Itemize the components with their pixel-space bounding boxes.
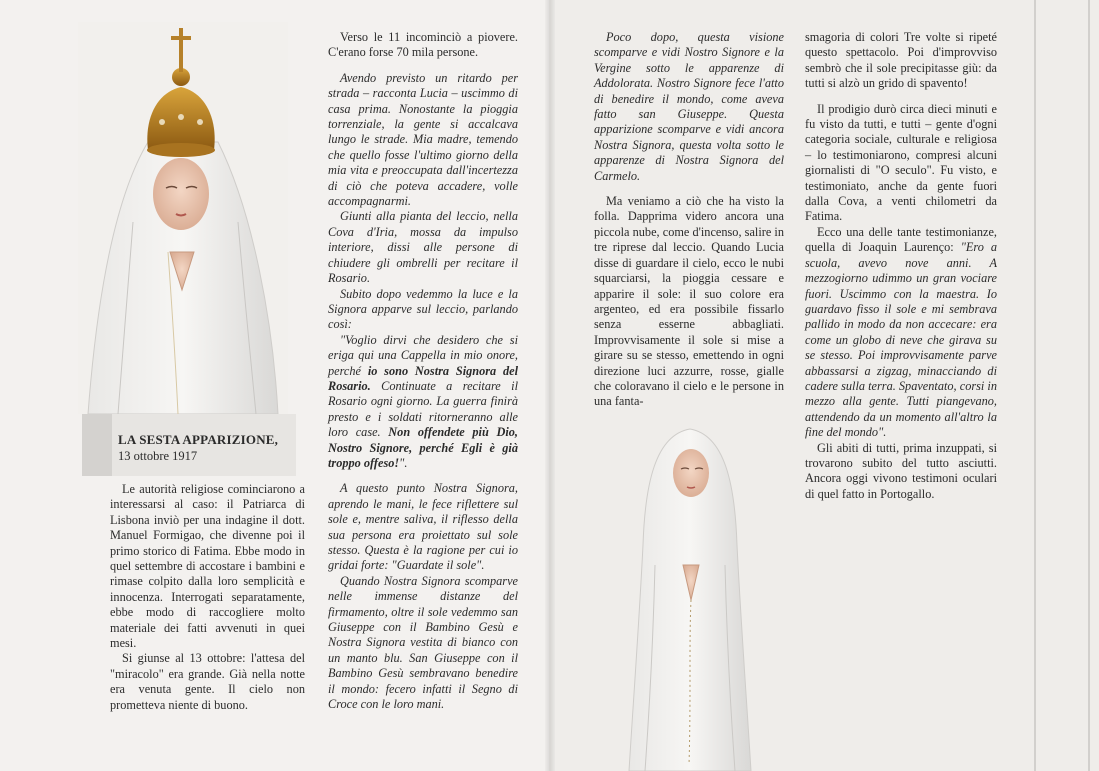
paragraph-quote: Poco dopo, questa visione scomparve e vidi Nostro Signore e la Vergine sotto le apparenze di Addolorata. Nostro Signore fece l'atto di benedire il mondo, come aveva fatto san Giuseppe. Questa apparizione scomparve e vidi ancora Nostra Signora, questa volta sotto le apparenze di Nostra Signora del Carmelo. xyxy=(594,30,784,183)
quote-bold: Non offendete più Dio, Nostro Signore, perché Egli è già troppo offeso! xyxy=(328,425,518,470)
paragraph-quote: Subito dopo vedemmo la luce e la Signora apparve sul leccio, parlando così: xyxy=(328,286,518,332)
text-column-left xyxy=(110,482,305,713)
page-edge xyxy=(1034,0,1036,771)
quote-italic: "Ero a scuola, avevo nove anni. A mezzogiorno udimmo un gran vociare fuori. Uscimmo con la maestra. Io guardavo fisso il sole e mi sembrava pallido in modo da non accecare: era come un globo di neve che girava su se stesso. Poi improvvisamente parve abbassarsi a zigzag, minacciando di cadere sulla terra. Spaventato, corsi in mezzo alla gente. Tutti piangevano, attendendo da un momento all'altro la fine del mondo". xyxy=(805,240,997,440)
paragraph-quote: A questo punto Nostra Signora, aprendo le mani, le fece riflettere sul sole e, mentre saliva, il riflesso della sua persona era proiettato sul sole stesso. Questa è la ragione per cui io gridai forte: "Guardate il sole". xyxy=(328,481,518,573)
paragraph: Si giunse al 13 ottobre: l'attesa del "miracolo" era grande. Già nella notte era venuta gente. Il cielo non prometteva niente di buono. xyxy=(110,651,305,712)
page-fold xyxy=(545,0,555,771)
paragraph: Le autorità religiose cominciarono a interessarsi al caso: il Patriarca di Lisbona inviò per una indagine il dott. Manuel Formigao, che divenne poi il primo storico di Fatima. Ebbe modo in quel settembre di accostare i bambini e rimase colpito dalla loro semplicità e innocenza. Interrogati separatamente, ebbe modo di raccogliere molto materiale dei fatti avvenuti in quei mesi. xyxy=(110,482,305,651)
paragraph: Il prodigio durò circa dieci minuti e fu visto da tutti, e tutti – gente d'ogni categoria sociale, culturale e religiosa – lo testimoniarono, compresi alcuni giornalisti di "O seculo". Fu visto, e testimoniato, anche da gente fuori dalla Cova, a venti chilometri da Fatima. xyxy=(805,101,997,224)
page-edge xyxy=(1088,0,1090,771)
text-column-right-1 xyxy=(594,30,784,410)
paragraph-quote xyxy=(328,333,518,472)
paragraph: Gli abiti di tutti, prima inzuppati, si trovarono subito del tutto asciutti. Ancora oggi vivono testimoni oculari di quel fatto in Portogallo. xyxy=(805,440,997,501)
paragraph xyxy=(805,225,997,441)
quote-text: ". xyxy=(399,455,408,470)
text-column-right-2 xyxy=(805,30,997,502)
quote-text: Continuate a recitare il Rosario ogni giorno. La guerra finirà presto e i soldati ritorneranno alle loro case. xyxy=(328,378,518,440)
text-column-middle xyxy=(328,30,518,712)
paragraph: Ma veniamo a ciò che ha visto la folla. Dapprima videro ancora una piccola nube, come d'incenso, salire in tre riprese dal leccio. Quando Lucia disse di guardare il cielo, ecco le nubi squarciarsi, la pioggia cessare e apparire il sole: il suo colore era argenteo, ed era possibile fissarlo senza esserne abbagliati. Improvvisamente il sole si mise a girare su se stesso, emettendo in ogni direzione luci azzurre, rosse, gialle che coloravano il cielo e le persone in una fanta- xyxy=(594,194,784,409)
caption-date: 13 ottobre 1917 xyxy=(118,449,198,463)
paragraph-text: Ecco una delle tante testimonianze, quella di Joaquin Laurenço: xyxy=(805,224,997,255)
statue-photo-veiled xyxy=(625,425,755,771)
caption-title: LA SESTA APPARIZIONE, xyxy=(118,432,279,447)
paragraph-quote: Giunti alla pianta del leccio, nella Cova d'Iria, mossa da impulso interiore, dissi alle persone di chiudere gli ombrelli per recitare il Rosario. xyxy=(328,209,518,286)
paragraph: smagoria di colori Tre volte si ripeté questo spettacolo. Poi d'improvviso sembrò che il sole precipitasse giù: da tutti si alzò un grido di spavento! xyxy=(805,30,997,91)
paragraph-quote: Avendo previsto un ritardo per strada – racconta Lucia – uscimmo di casa prima. Nonostante la pioggia torrenziale, la gente si accalcava lungo le strade. Mia madre, temendo che quello fosse l'ultimo giorno della mia vita e preoccupata dall'incertezza di ciò che poteva accadere, volle accompagnarmi. xyxy=(328,70,518,209)
paragraph-quote: Quando Nostra Signora scomparve nelle immense distanze del firmamento, oltre il sole vedemmo san Giuseppe con il Bambino Gesù e Nostra Signora vestita di bianco con un manto blu. San Giuseppe con il Bambino Gesù sembravano benedire il mondo: fecero infatti il Segno di Croce con le loro mani. xyxy=(328,573,518,712)
quote-bold: io sono Nostra Signora del Rosario. xyxy=(328,363,519,393)
quote-text: "Voglio dirvi che desidero che si eriga qui una Cappella in mio onore, perché xyxy=(328,332,518,378)
statue-photo-crowned xyxy=(78,22,288,414)
paragraph: Verso le 11 incominciò a piovere. C'erano forse 70 mila persone. xyxy=(328,30,518,60)
photo-caption xyxy=(82,414,296,476)
